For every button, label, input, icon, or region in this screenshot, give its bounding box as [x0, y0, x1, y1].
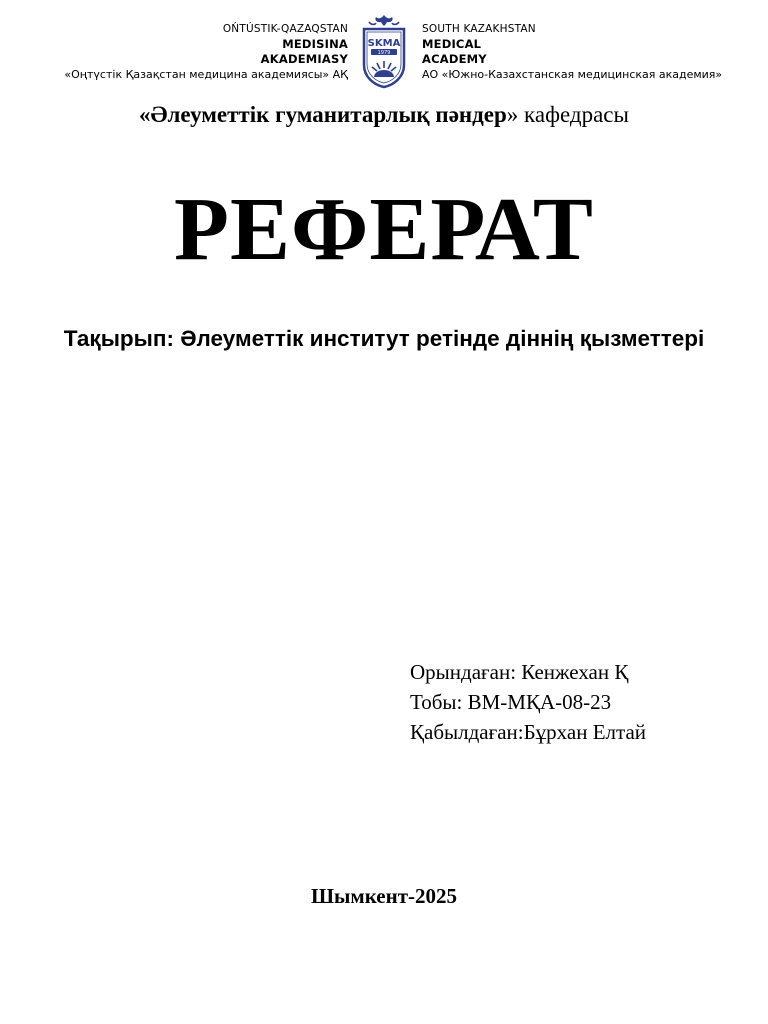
header-right-line2: MEDICAL	[422, 37, 482, 51]
group-line: Тобы: ВМ-МҚА-08-23	[410, 690, 612, 714]
header-left-line4: «Оңтүстік Қазақстан медицина академиясы» АҚ	[64, 68, 348, 81]
department-close-quote: »	[506, 102, 519, 127]
header-right-line1: SOUTH KAZAKHSTAN	[422, 23, 536, 35]
header-right-line4: АО «Южно-Казахстанская медицинская академия»	[422, 68, 723, 81]
department-line	[0, 102, 768, 128]
header-left-line2: MEDISINA	[282, 37, 348, 51]
department-open-quote: «	[139, 102, 151, 127]
department-suffix: кафедрасы	[518, 102, 629, 127]
performer-line: Орындаған: Кенжехан Қ	[410, 660, 629, 684]
topic-text: Тақырып: Әлеуметтік институт ретінде діннің қызметтері	[63, 326, 705, 351]
accepted-line: Қабылдаған:Бұрхан Елтай	[410, 720, 647, 744]
department-name: Әлеуметтік гуманитарлық пәндер	[150, 102, 507, 127]
logo-year: 1979	[377, 50, 391, 56]
author-info	[410, 657, 646, 747]
logo-text: SKMA	[367, 38, 401, 49]
header-left	[64, 22, 348, 82]
document-title: РЕФЕРАТ	[174, 180, 594, 279]
header-right	[422, 22, 722, 82]
skma-logo-icon	[359, 13, 409, 89]
header-left-line3: AKADEMIASY	[260, 52, 348, 66]
header-left-line1: OŃTÚSTIK-QAZAQSTAN	[222, 23, 348, 35]
city-year: Шымкент-2025	[310, 884, 458, 908]
header-right-line3: ACADEMY	[422, 52, 487, 66]
